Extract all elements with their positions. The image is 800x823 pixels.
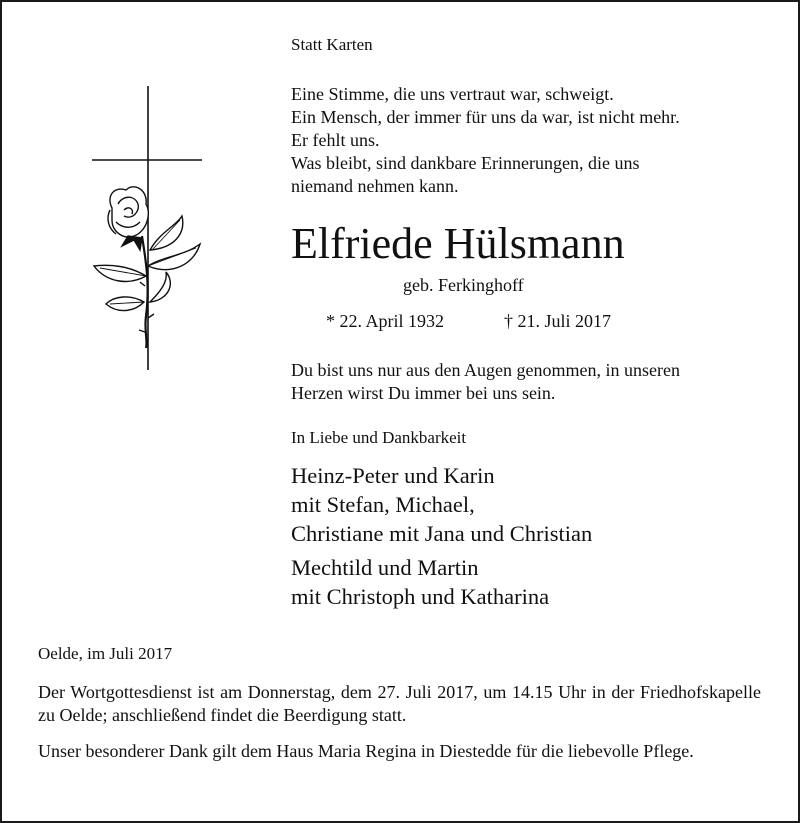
thanks-text: Unser besonderer Dank gilt dem Haus Maria Regina in Diestedde für die liebevolle Pflege. [38, 741, 694, 761]
poem-line: Was bleibt, sind dankbare Erinnerungen, die uns [291, 153, 640, 173]
birth-date: * 22. April 1932 [326, 311, 445, 331]
family-line: Heinz-Peter und Karin [291, 463, 495, 488]
quote-line: Herzen wirst Du immer bei uns sein. [291, 383, 556, 403]
poem-line: Ein Mensch, der immer für uns da war, ist nicht mehr. [291, 107, 680, 127]
rose-icon [94, 187, 200, 348]
deceased-name: Elfriede Hülsmann [291, 219, 625, 268]
family-line: mit Christoph und Katharina [291, 584, 550, 609]
poem-line: Eine Stimme, die uns vertraut war, schweigt. [291, 84, 614, 104]
family-line: mit Stefan, Michael, [291, 492, 475, 517]
death-date: † 21. Juli 2017 [504, 311, 612, 331]
poem [291, 83, 680, 198]
family-line: Mechtild und Martin [291, 555, 479, 580]
birth-name: geb. Ferkinghoff [403, 275, 524, 295]
dedication: In Liebe und Dankbarkeit [291, 428, 467, 447]
family-group-1 [291, 461, 592, 548]
poem-line: Er fehlt uns. [291, 130, 380, 150]
poem-line: niemand nehmen kann. [291, 176, 459, 196]
family-group-2 [291, 553, 549, 611]
statt-karten: Statt Karten [291, 35, 373, 54]
cross-rose-illustration [88, 86, 218, 376]
service-text: Der Wortgottesdienst ist am Donnerstag, dem 27. Juli 2017, um 14.15 Uhr in der Friedhofskapelle zu Oelde; anschließend findet die Beerdigung statt. [38, 682, 761, 725]
family-line: Christiane mit Jana und Christian [291, 521, 593, 546]
quote [291, 359, 680, 405]
place-date: Oelde, im Juli 2017 [38, 644, 173, 663]
quote-line: Du bist uns nur aus den Augen genommen, in unseren [291, 360, 680, 380]
